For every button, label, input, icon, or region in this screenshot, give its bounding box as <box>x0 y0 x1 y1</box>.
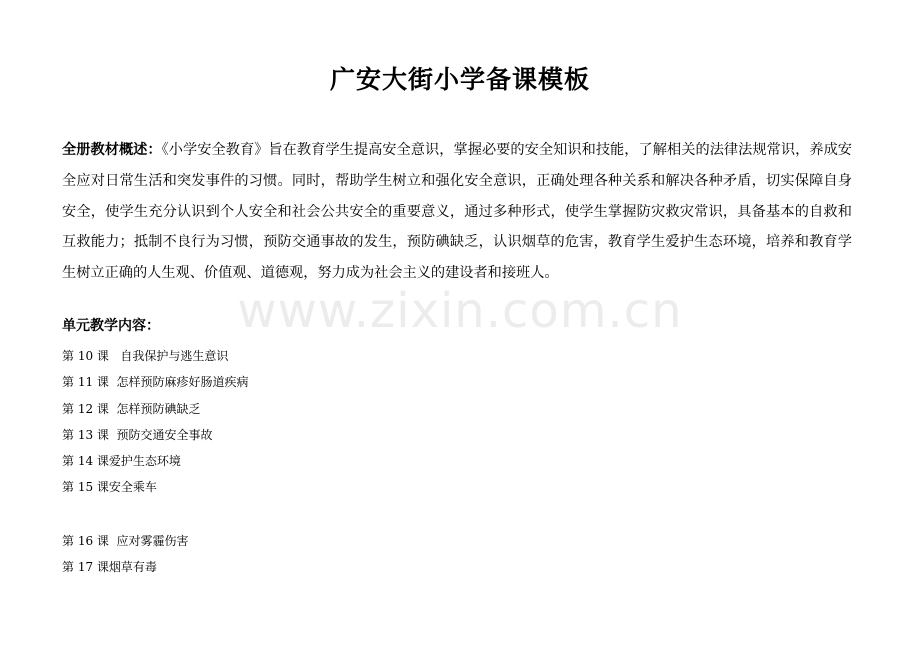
lesson-item: 第 17 课烟草有毒 <box>62 560 157 575</box>
lesson-item: 第 14 课爱护生态环境 <box>62 454 181 469</box>
lesson-list <box>62 343 249 580</box>
lesson-item: 第 11 课 怎样预防麻疹好肠道疾病 <box>62 375 249 390</box>
lesson-item: 第 10 课 自我保护与逃生意识 <box>62 349 229 363</box>
watermark: www.zixin.com.cn <box>237 283 683 339</box>
overview-label: 全册教材概述： <box>62 142 162 158</box>
lesson-item: 第 13 课 预防交通安全事故 <box>62 427 213 442</box>
lesson-item: 第 16 课 应对雾霾伤害 <box>62 533 189 548</box>
lesson-item: 第 12 课 怎样预防碘缺乏 <box>62 401 201 416</box>
page-title: 广安大街小学备课模板 <box>329 65 590 94</box>
lesson-item: 第 15 课安全乘车 <box>62 480 157 495</box>
overview-text: 《小学安全教育》旨在教育学生提高安全意识，掌握必要的安全知识和技能，了解相关的法律法规常识，养成安全应对日常生活和突发事件的习惯。同时，帮助学生树立和强化安全意识，正确处理各种关系和解决各种矛盾，切实保障自身安全，使学生充分认识到个人安全和社会公共安全的重要意义，通过多种形式，使学生掌握防灾救灾常识，具备基本的自救和互救能力；抵制不良行为习惯，预防交通事故的发生，预防碘缺乏，认识烟草的危害，教育学生爱护生态环境，培养和教育学生树立正确的人生观、价值观、道德观，努力成为社会主义的建设者和接班人。 <box>62 142 852 282</box>
overview-paragraph <box>62 135 852 289</box>
unit-heading: 单元教学内容： <box>62 318 160 334</box>
